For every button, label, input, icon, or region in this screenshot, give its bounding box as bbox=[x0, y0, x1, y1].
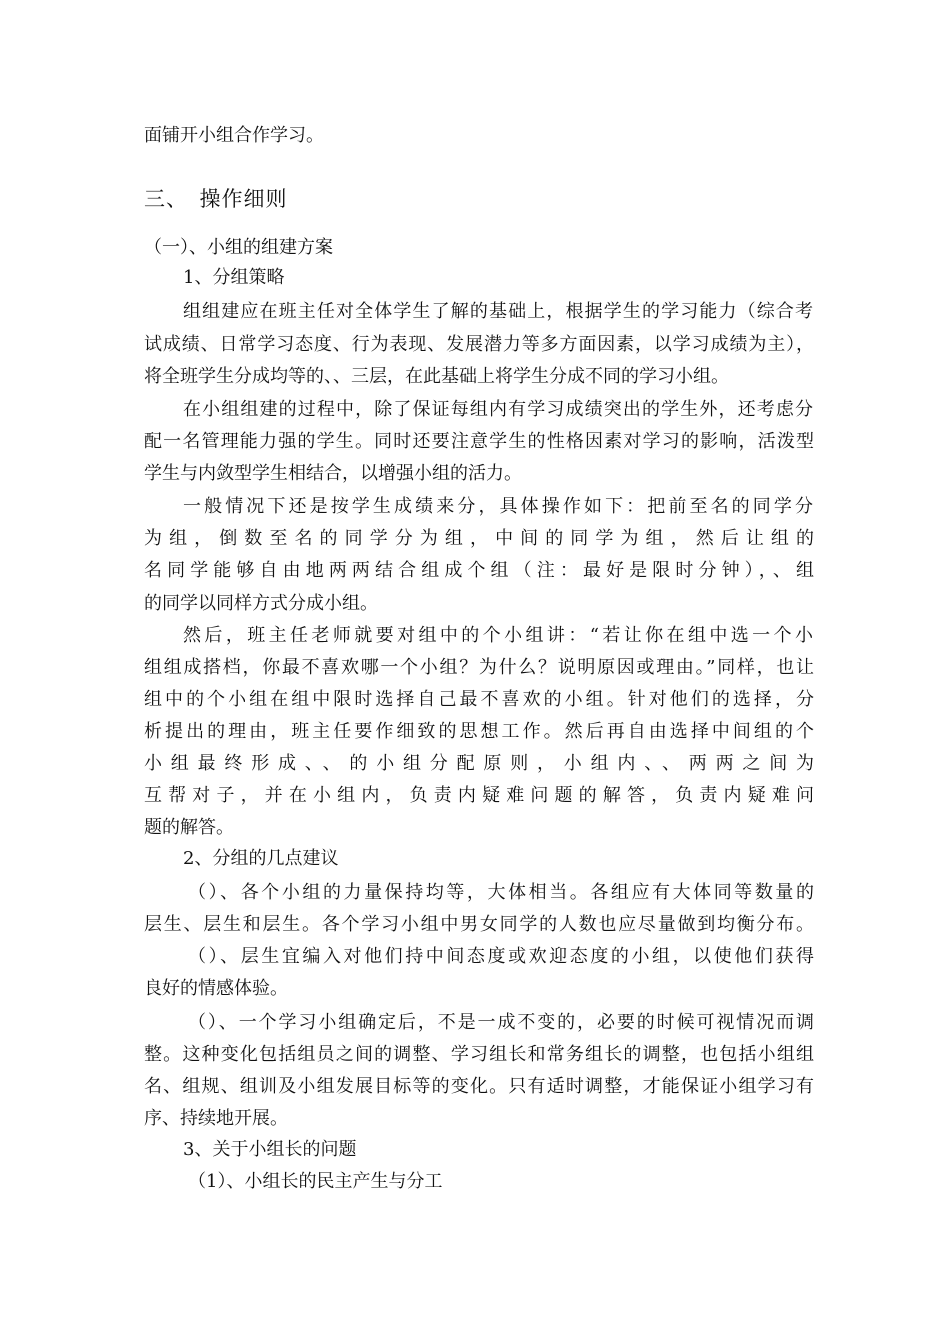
subsection-heading: （一）、小组的组建方案 bbox=[144, 237, 333, 258]
paragraph-line: 组中的个小组在组中限时选择自己最不喜欢的小组。针对他们的选择，分 bbox=[144, 689, 814, 710]
item-heading: 3、关于小组长的问题 bbox=[183, 1139, 357, 1160]
paragraph-line: 组组成搭档，你最不喜欢哪一个小组？为什么？说明原因或理由。”同样，也让 bbox=[144, 657, 814, 678]
paragraph-line: 试成绩、日常学习态度、行为表现、发展潜力等多方面因素，以学习成绩为主）， bbox=[144, 334, 814, 355]
paragraph-line: 层生、层生和层生。各个学习小组中男女同学的人数也应尽量做到均衡分布。 bbox=[144, 914, 814, 935]
paragraph-line: 面铺开小组合作学习。 bbox=[144, 125, 324, 146]
paragraph-line: 为组，倒数至名的同学分为组，中间的同学为组，然后让组的 bbox=[144, 528, 814, 549]
paragraph-line: 组组建应在班主任对全体学生了解的基础上，根据学生的学习能力（综合考 bbox=[183, 301, 813, 322]
paragraph-line: 小组最终形成、、的小组分配原则，小组内、、两两之间为 bbox=[144, 753, 814, 774]
paragraph-line: 学生与内敛型学生相结合，以增强小组的活力。 bbox=[144, 463, 522, 484]
paragraph-line: 互帮对子，并在小组内，负责内疑难问题的解答，负责内疑难问 bbox=[144, 785, 814, 806]
paragraph-line: 然后，班主任老师就要对组中的个小组讲：“若让你在组中选一个小 bbox=[183, 625, 813, 646]
paragraph-line: 序、持续地开展。 bbox=[144, 1108, 288, 1129]
paragraph-line: 题的解答。 bbox=[144, 817, 234, 838]
paragraph-line: 配一名管理能力强的学生。同时还要注意学生的性格因素对学习的影响，活泼型 bbox=[144, 431, 814, 452]
paragraph-line: 良好的情感体验。 bbox=[144, 978, 288, 999]
item-heading: 1、分组策略 bbox=[183, 267, 285, 288]
paragraph-line: 析提出的理由，班主任要作细致的思想工作。然后再自由选择中间组的个 bbox=[144, 721, 814, 742]
paragraph-line: 的同学以同样方式分成小组。 bbox=[144, 593, 378, 614]
paragraph-line: 名同学能够自由地两两结合组成个组（注：最好是限时分钟），、组 bbox=[144, 560, 814, 581]
paragraph-line: 在小组组建的过程中，除了保证每组内有学习成绩突出的学生外，还考虑分 bbox=[183, 399, 813, 420]
paragraph-line: （）、层生宜编入对他们持中间态度或欢迎态度的小组，以使他们获得 bbox=[188, 946, 814, 967]
item-heading: 2、分组的几点建议 bbox=[183, 848, 339, 869]
subitem-heading: （1）、小组长的民主产生与分工 bbox=[188, 1171, 443, 1192]
paragraph-line: （）、各个小组的力量保持均等，大体相当。各组应有大体同等数量的 bbox=[188, 882, 814, 903]
paragraph-line: 整。这种变化包括组员之间的调整、学习组长和常务组长的调整，也包括小组组 bbox=[144, 1044, 814, 1065]
section-heading: 三、 操作细则 bbox=[144, 187, 288, 211]
paragraph-line: 一般情况下还是按学生成绩来分，具体操作如下：把前至名的同学分 bbox=[183, 496, 813, 517]
paragraph-line: （）、一个学习小组确定后，不是一成不变的，必要的时候可视情况而调 bbox=[188, 1012, 814, 1033]
paragraph-line: 将全班学生分成均等的、、三层，在此基础上将学生分成不同的学习小组。 bbox=[144, 366, 729, 387]
paragraph-line: 名、组规、组训及小组发展目标等的变化。只有适时调整，才能保证小组学习有 bbox=[144, 1076, 814, 1097]
